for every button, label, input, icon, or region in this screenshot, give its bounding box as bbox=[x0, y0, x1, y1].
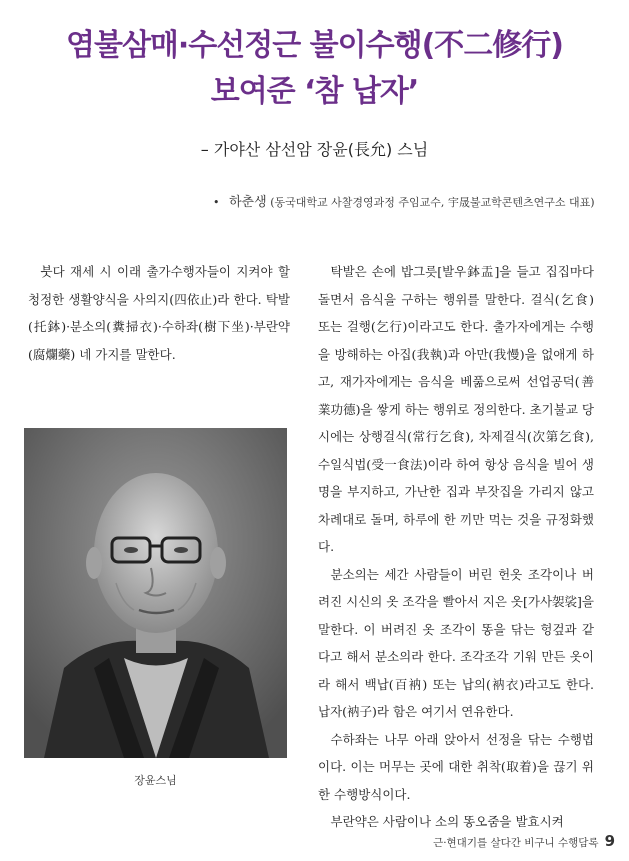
page-number: 9 bbox=[604, 832, 615, 850]
monk-portrait-image bbox=[24, 428, 287, 758]
title-line-1: 염불삼매·수선정근 불이수행(不二修行) bbox=[65, 28, 564, 63]
body-paragraph: 부란약은 사람이나 소의 똥오줌을 발효시켜 bbox=[330, 814, 564, 829]
title-line-2: 보여준 ‘참 납자’ bbox=[210, 74, 419, 109]
body-paragraph: 분소의는 세간 사람들이 버린 헌옷 조각이나 버려진 시신의 옷 조각을 빨아서 지은 옷[가사袈裟]을 말한다. 이 버려진 옷 조각이 똥을 닦는 헝겊과 같다고 해서 분소의라 한다. 조각조각 기워 만든 옷이라 해서 백납(百衲) 또는 납의(衲衣)라고도 한다. 납자(衲子)라 함은 여기서 연유한다. bbox=[318, 566, 594, 719]
intro-paragraph: 붓다 재세 시 이래 출가수행자들이 지켜야 할 청정한 생활양식을 사의지(四依止)라 한다. 탁발(托鉢)·분소의(糞掃衣)·수하좌(樹下坐)·부란약(腐爛藥) 네 가지를 말한다. bbox=[28, 264, 290, 362]
body-paragraph: 탁발은 손에 밥그릇[발우鉢盂]을 들고 집집마다 돌면서 음식을 구하는 행위를 말한다. 걸식(乞食) 또는 걸행(乞行)이라고도 한다. 출가자에게는 수행을 방해하는 아집(我執)과 아만(我慢)을 없애게 하고, 재가자에게는 음식을 베풂으로써 선업공덕(善業功德)을 쌓게 하는 행위로 정의한다. 초기불교 당시에는 상행걸식(常行乞食), 차제걸식(次第乞食), 수일식법(受一食法)이라 하여 항상 음식을 빌어 생명을 부지하고, 가난한 집과 부잣집을 가리지 않고 차례대로 돌며, 하루에 한 끼만 먹는 것을 규정화했다. bbox=[318, 264, 594, 554]
photo-caption: 장윤스님 bbox=[134, 774, 177, 787]
right-column bbox=[318, 258, 594, 836]
left-column bbox=[28, 258, 290, 368]
portrait-photo bbox=[24, 428, 287, 758]
author-name: 하춘생 bbox=[229, 195, 267, 210]
page-footer bbox=[433, 832, 615, 850]
byline bbox=[213, 191, 613, 210]
subtitle: – 가야산 삼선암 장윤(長允) 스님 bbox=[200, 140, 429, 159]
running-title: 근·현대기를 살다간 비구니 수행담록 bbox=[433, 837, 599, 849]
bullet-icon: • bbox=[213, 196, 220, 209]
body-paragraph: 수하좌는 나무 아래 앉아서 선정을 닦는 수행법이다. 이는 머무는 곳에 대한 취착(取着)을 끊기 위한 수행방식이다. bbox=[318, 731, 594, 802]
author-affiliation: (동국대학교 사찰경영과정 주임교수, 宇晟불교학콘텐츠연구소 대표) bbox=[270, 196, 595, 209]
